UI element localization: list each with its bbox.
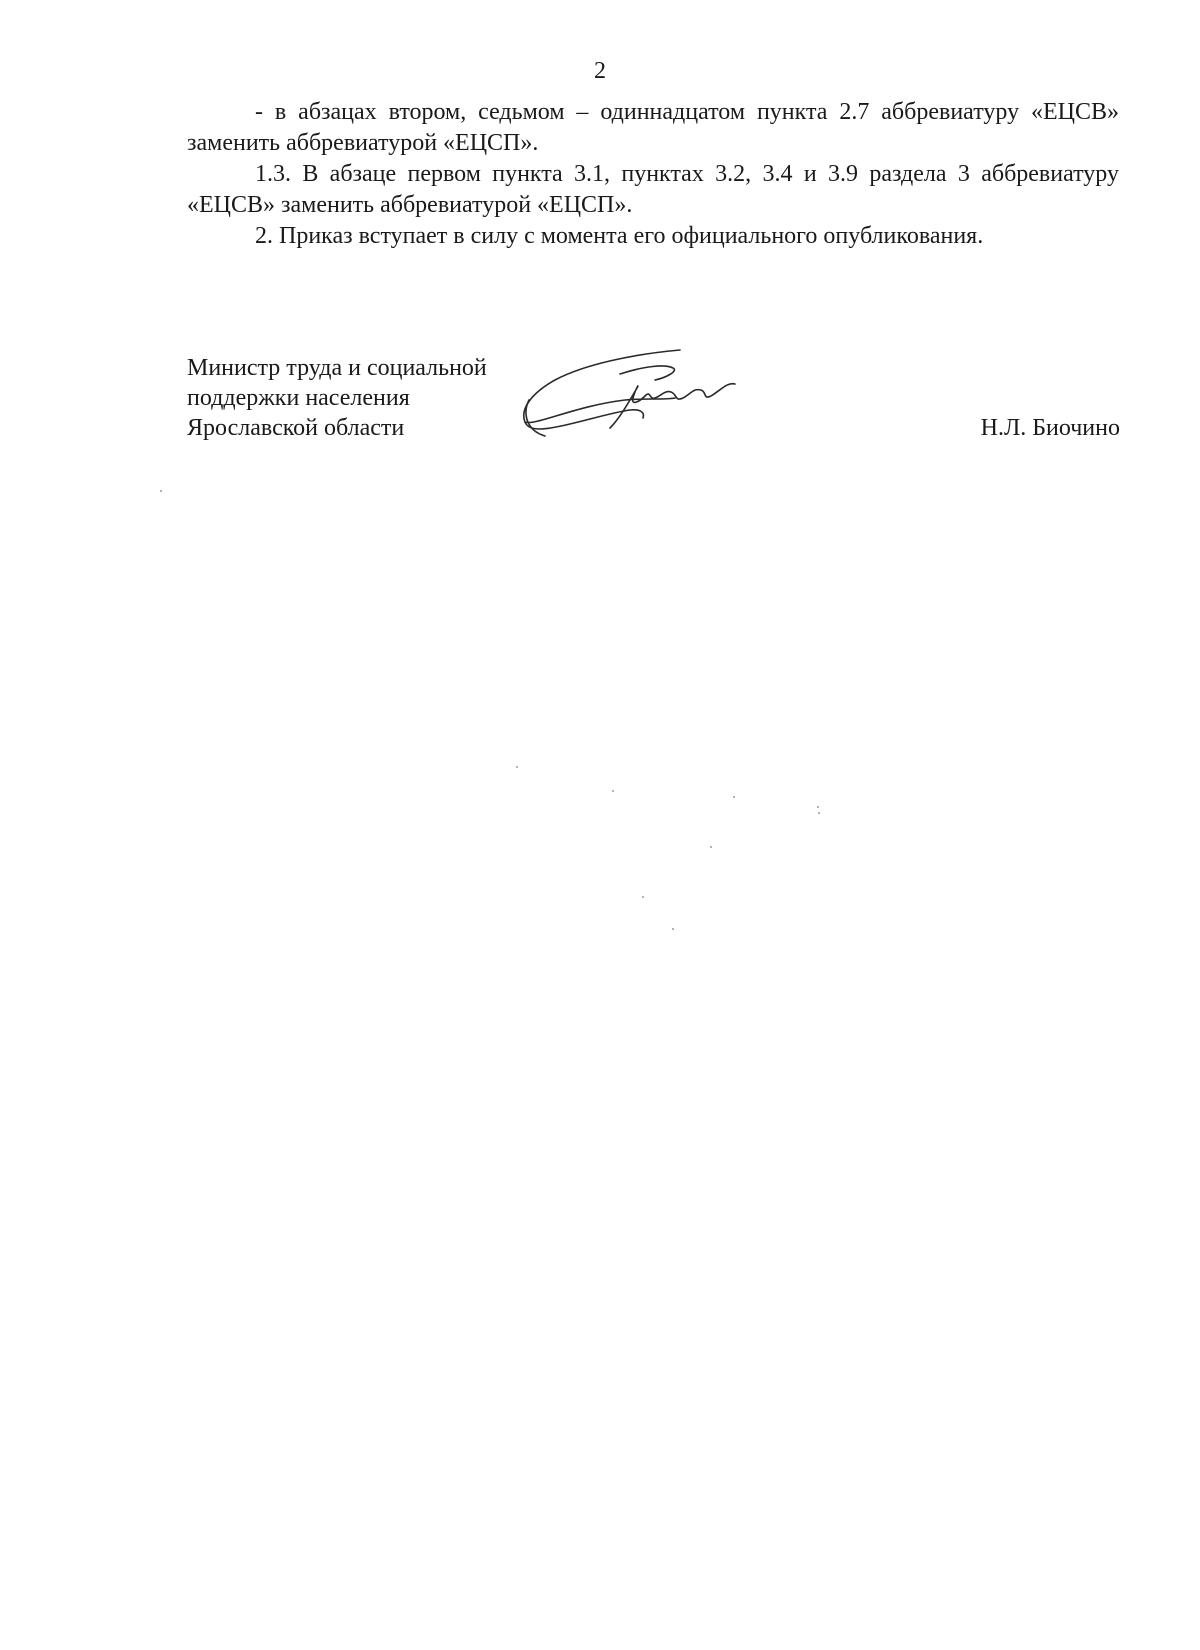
document-body	[187, 97, 1119, 252]
scan-speck	[612, 790, 614, 792]
position-line: поддержки населения	[187, 385, 410, 411]
position-line: Ярославской области	[187, 415, 405, 441]
position-line: Министр труда и социальной	[187, 355, 487, 381]
scan-speck	[817, 806, 819, 808]
signatory-position	[187, 353, 487, 443]
paragraph-1-3: 1.3. В абзаце первом пункта 3.1, пунктах 3.2, 3.4 и 3.9 раздела 3 аббревиатуру «ЕЦСВ» заменить аббревиатурой «ЕЦСП».	[187, 161, 1119, 218]
scan-speck	[672, 928, 674, 930]
scan-speck	[733, 796, 735, 798]
handwritten-signature	[515, 340, 765, 460]
paragraph-2: 2. Приказ вступает в силу с момента его официального опубликования.	[255, 223, 984, 249]
signatory-name: Н.Л. Биочино	[980, 415, 1120, 441]
scan-speck	[516, 766, 518, 768]
scan-speck	[818, 812, 820, 814]
page-number: 2	[594, 58, 606, 84]
paragraph-abbreviation-2-7: - в абзацах втором, седьмом – одиннадцатом пункта 2.7 аббревиатуру «ЕЦСВ» заменить аббревиатурой «ЕЦСП».	[187, 99, 1119, 156]
scan-speck	[710, 846, 712, 848]
scan-speck	[160, 490, 162, 492]
scan-speck	[642, 896, 644, 898]
